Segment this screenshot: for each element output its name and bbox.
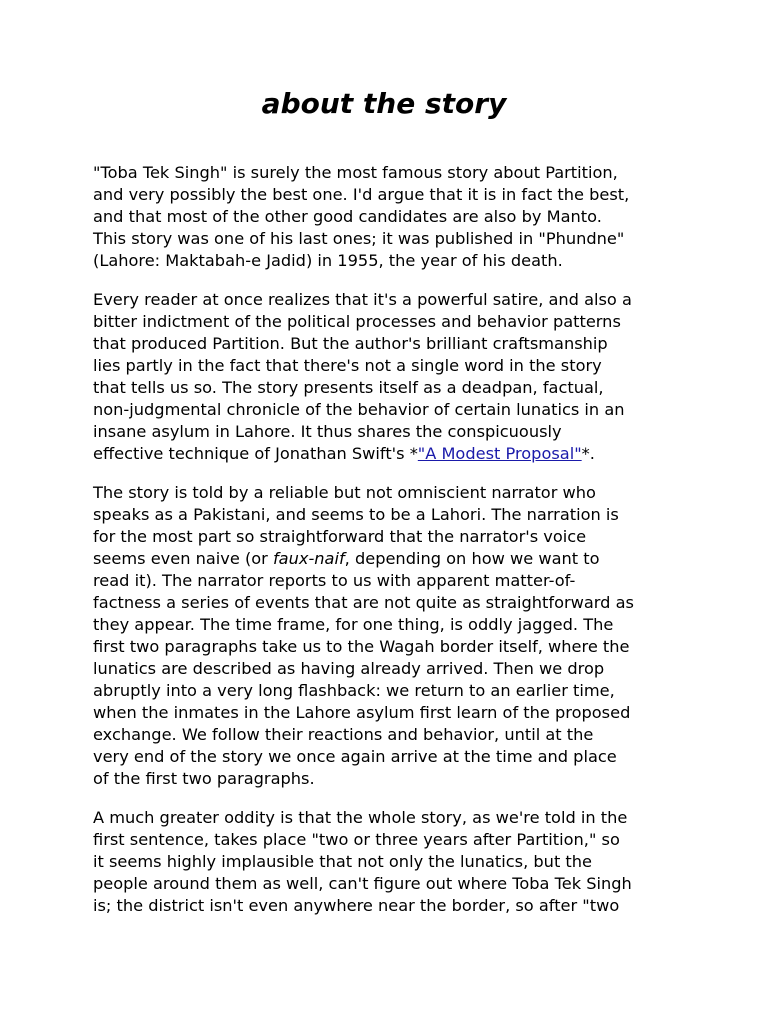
paragraph-4: A much greater oddity is that the whole story, as we're told in the first sentence, takes place "two or three years after Partition," so it seems highly implausible that not only the lunatics, but the people around them as well, can't figure out where Toba Tek Singh is; the district isn't even anywhere near the border, so after "two: [93, 808, 632, 915]
paragraph-2-text-end: *.: [581, 444, 595, 463]
paragraph-3-text-end: , depending on how we want to read it). The narrator reports to us with apparent matter-of- factness a series of events that are not quite as straightforward as they appear. The time frame, for one thing, is oddly jagged. The first two paragraphs take us to the Wagah border itself, where the lunatics are described as having already arrived. Then we drop abruptly into a very long flashback: we return to an earlier time, when the inmates in the Lahore asylum first learn of the proposed exchange. We follow their reactions and behavior, until at the very end of the story we once again arrive at the time and place of the first two paragraphs.: [93, 549, 634, 788]
document-body: [93, 162, 689, 934]
paragraph-2: [93, 289, 689, 465]
paragraph-3-text-start: The story is told by a reliable but not omniscient narrator who speaks as a Pakistani, and seems to be a Lahori. The narration is for the most part so straightforward that the narrator's voice seems even naive (or: [93, 483, 619, 568]
paragraph-1: "Toba Tek Singh" is surely the most famous story about Partition, and very possibly the best one. I'd argue that it is in fact the best, and that most of the other good candidates are also by Manto. This story was one of his last ones; it was published in "Phundne" (Lahore: Maktabah-e Jadid) in 1955, the year of his death.: [93, 163, 630, 270]
page-title: about the story: [261, 87, 507, 120]
faux-naif-italic: faux-naif: [272, 549, 345, 568]
paragraph-2-text-start: Every reader at once realizes that it's a powerful satire, and also a bitter indictment of the political processes and behavior patterns that produced Partition. But the author's brilliant craftsmanship lies partly in the fact that there's not a single word in the story that tells us so. The story presents itself as a deadpan, factual, non-judgmental chronicle of the behavior of certain lunatics in an insane asylum in Lahore. It thus shares the conspicuously effective technique of Jonathan Swift's *: [93, 290, 632, 463]
paragraph-3: [93, 482, 689, 790]
a-modest-proposal-link[interactable]: "A Modest Proposal": [417, 444, 582, 463]
